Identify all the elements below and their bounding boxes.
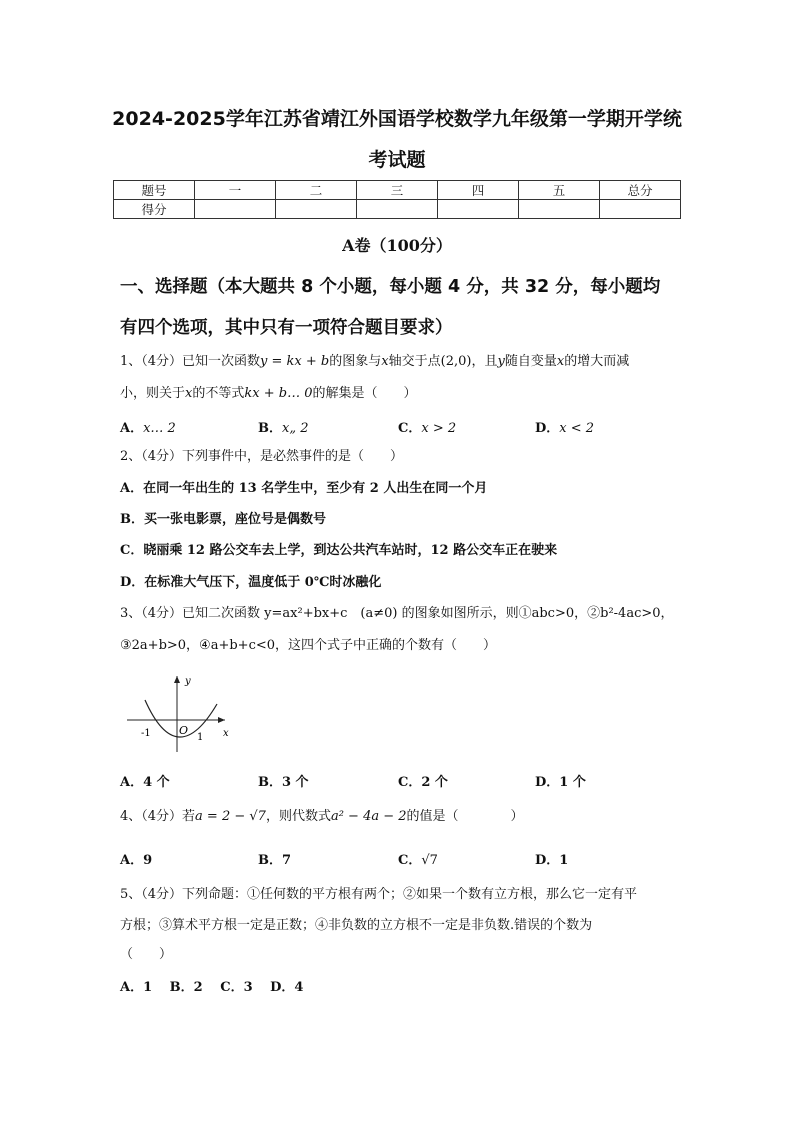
option-expr: x… 2 xyxy=(143,421,176,436)
q1-math: (2,0) xyxy=(440,354,472,369)
score-header-cell: 一 xyxy=(195,181,276,200)
score-header-cell: 二 xyxy=(276,181,357,200)
q3-stem-line1: 3、（4分）已知二次函数 y=ax²+bx+c (a≠0) 的图象如图所示，则①abc>0，②b²-4ac>0， xyxy=(120,606,674,621)
q1-math: y xyxy=(497,354,505,369)
option-label: C． xyxy=(398,853,422,868)
option-expr: x < 2 xyxy=(559,421,595,436)
score-table-score-row xyxy=(114,200,681,219)
score-table-header-row xyxy=(114,181,681,200)
q4-stem xyxy=(120,808,690,826)
q1-math: y = kx + b xyxy=(260,354,330,369)
q4-option-c[interactable] xyxy=(398,849,438,868)
q3-option-c[interactable]: C．2 个 xyxy=(398,775,448,790)
q3-option-b[interactable]: B．3 个 xyxy=(258,775,309,790)
q1-stem-line2 xyxy=(120,385,690,403)
q1-math: x xyxy=(381,354,389,369)
q5-options[interactable]: A．1 B．2 C．3 D．4 xyxy=(120,980,304,995)
q1-text: 随自变量 xyxy=(504,354,557,369)
q1-option-a[interactable] xyxy=(120,417,176,436)
score-header-cell: 题号 xyxy=(114,181,195,200)
y-axis-label: y xyxy=(185,676,191,687)
q4-option-a[interactable] xyxy=(120,849,152,868)
q4-text: 4、（4分）若 xyxy=(120,809,196,824)
option-expr: x„ 2 xyxy=(282,421,309,436)
q3-option-d[interactable]: D．1 个 xyxy=(535,775,586,790)
option-value: √7 xyxy=(421,853,438,868)
q2-option-c[interactable]: C．晓丽乘 12 路公交车去上学，到达公共汽车站时，12 路公交车正在驶来 xyxy=(120,543,558,558)
score-header-cell: 总分 xyxy=(600,181,681,200)
origin-label: O xyxy=(179,724,189,737)
parabola-graph xyxy=(125,672,235,754)
q1-math: x xyxy=(556,354,565,369)
q5-stem-line3: （ ） xyxy=(120,947,173,962)
section-a-heading: A卷（100分） xyxy=(342,236,452,255)
q1-text: 小，则关于 xyxy=(120,386,186,401)
q1-text: 轴交于点 xyxy=(388,354,441,369)
q1-math: kx + b… 0 xyxy=(244,386,313,401)
score-cell xyxy=(357,200,438,219)
q2-option-b[interactable]: B．买一张电影票，座位号是偶数号 xyxy=(120,512,326,527)
q1-stem-line1 xyxy=(120,353,690,371)
exam-title-line1: 2024-2025学年江苏省靖江外国语学校数学九年级第一学期开学统 xyxy=(112,108,682,130)
q1-text: 1、（4分）已知一次函数 xyxy=(120,354,261,369)
score-cell xyxy=(276,200,357,219)
q4-option-d[interactable] xyxy=(535,849,568,868)
option-label: B． xyxy=(258,421,282,436)
option-value: 1 xyxy=(559,853,569,868)
q3-option-a[interactable]: A．4 个 xyxy=(120,775,170,790)
part1-heading-line1: 一、选择题（本大题共 8 个小题，每小题 4 分，共 32 分，每小题均 xyxy=(120,277,661,297)
part1-heading-line2: 有四个选项，其中只有一项符合题目要求） xyxy=(120,318,453,338)
option-expr: x > 2 xyxy=(421,421,457,436)
q1-text: 的解集是（ ） xyxy=(312,386,417,401)
option-value: 7 xyxy=(282,853,292,868)
q5-stem-line1: 5、（4分）下列命题：①任何数的平方根有两个；②如果一个数有立方根，那么它一定有平 xyxy=(120,887,638,902)
q1-option-c[interactable] xyxy=(398,417,456,436)
score-cell xyxy=(600,200,681,219)
option-value: 9 xyxy=(143,853,153,868)
q4-text: 的值是（ ） xyxy=(406,809,524,824)
q2-stem: 2、（4分）下列事件中，是必然事件的是（ ） xyxy=(120,449,404,464)
y-axis-arrow xyxy=(174,676,180,683)
q1-math: x xyxy=(185,386,193,401)
score-row-label: 得分 xyxy=(114,200,195,219)
q2-option-d[interactable]: D．在标准大气压下，温度低于 0℃时冰融化 xyxy=(120,575,382,590)
q1-text: ，且 xyxy=(471,354,498,369)
option-label: B． xyxy=(258,853,282,868)
q1-option-b[interactable] xyxy=(258,417,308,436)
score-cell xyxy=(438,200,519,219)
q5-stem-line2: 方根；③算术平方根一定是正数；④非负数的立方根不一定是非负数.错误的个数为 xyxy=(120,918,593,933)
option-label: A． xyxy=(120,421,144,436)
exam-title-line2: 考试题 xyxy=(368,149,426,171)
q4-math: a² − 4a − 2 xyxy=(330,809,407,824)
x-axis-arrow xyxy=(218,717,225,723)
tick-label-one: 1 xyxy=(197,732,204,743)
q1-text: 的图象与 xyxy=(329,354,382,369)
q1-text: 的增大而减 xyxy=(564,354,630,369)
q2-option-a[interactable]: A．在同一年出生的 13 名学生中，至少有 2 人出生在同一个月 xyxy=(120,481,488,496)
q4-text: ，则代数式 xyxy=(265,809,331,824)
q3-stem-line2: ③2a+b>0，④a+b+c<0，这四个式子中正确的个数有（ ） xyxy=(120,638,497,653)
q1-text: 的不等式 xyxy=(192,386,245,401)
score-header-cell: 三 xyxy=(357,181,438,200)
option-label: C． xyxy=(398,421,422,436)
q1-option-d[interactable] xyxy=(535,417,594,436)
score-header-cell: 五 xyxy=(519,181,600,200)
score-cell xyxy=(519,200,600,219)
q4-math: a = 2 − √7 xyxy=(195,809,266,824)
score-table xyxy=(113,180,681,219)
score-cell xyxy=(195,200,276,219)
q4-option-b[interactable] xyxy=(258,849,291,868)
option-label: D． xyxy=(535,853,560,868)
option-label: D． xyxy=(535,421,560,436)
option-label: A． xyxy=(120,853,144,868)
x-axis-label: x xyxy=(223,728,229,739)
score-header-cell: 四 xyxy=(438,181,519,200)
tick-label-neg-one: -1 xyxy=(141,728,151,739)
